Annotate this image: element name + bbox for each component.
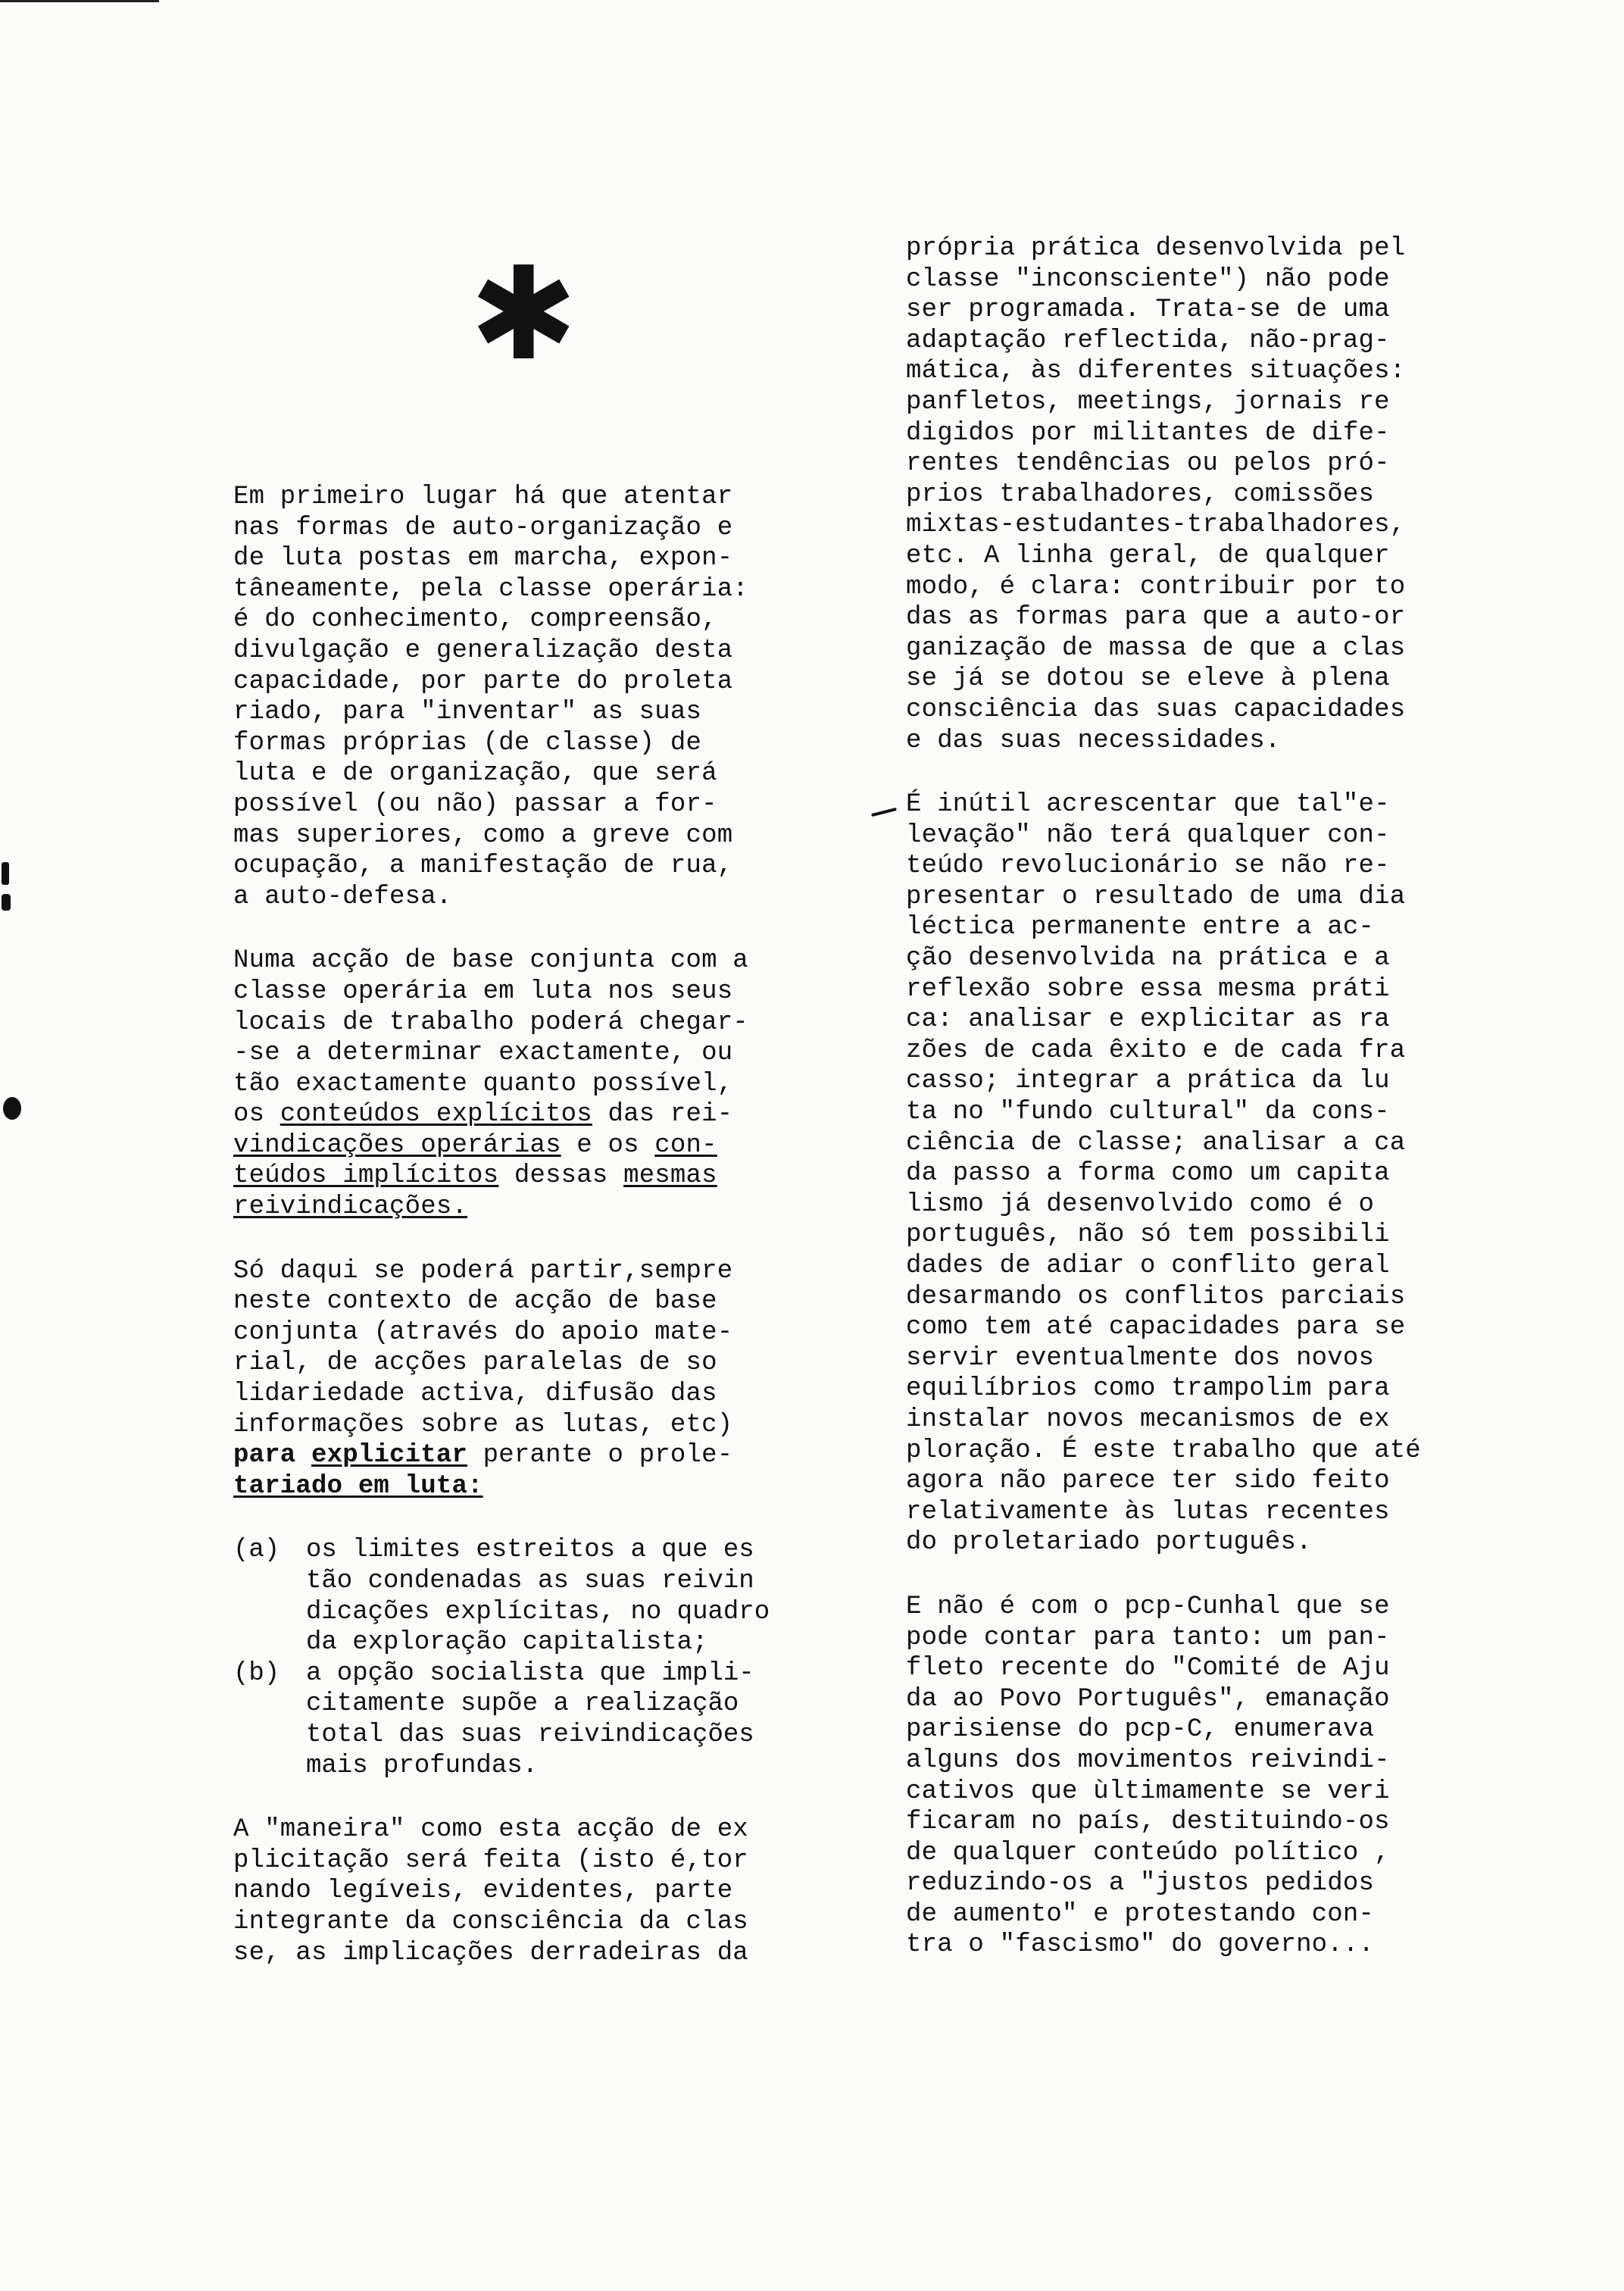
list-text: a opção socialista que impli- citamente supõe a realização total das suas reivindicações mais profundas. xyxy=(306,1658,754,1780)
text-fragment: para xyxy=(233,1441,312,1471)
list-marker: (a) xyxy=(233,1536,280,1565)
list-text: os limites estreitos a que es tão condenadas as suas reivin dicações explícitas, no quadro da exploração capitalista; xyxy=(306,1536,770,1658)
list-marker: (b) xyxy=(233,1658,280,1688)
left-paragraph-4: A "maneira" como esta acção de ex plicitação será feita (isto é,tor nando legíveis, evidentes, parte integrante da consciência da clas se, as implicações derradeiras da xyxy=(233,1815,748,1968)
list-item-a xyxy=(233,1535,862,1658)
right-paragraph-3: E não é com o pcp-Cunhal que se pode contar para tanto: um pan- fleto recente do "Comité de Aju da ao Povo Português", emanação parisiense do pcp-C, enumerava alguns dos movimentos reivindi- cativos que ùltimamente se veri ficaram no país, destituindo-os de qualquer conteúdo político , reduzindo-os a "justos pedidos de aumento" e protestando con- tra o "fascismo" do governo... xyxy=(906,1592,1390,1960)
scan-mark xyxy=(2,862,9,885)
right-paragraph-1: própria prática desenvolvida pel classe "inconsciente") não pode ser programada. Trata-se de uma adaptação reflectida, não-prag- mática, às diferentes situações: panfletos, meetings, jornais re digidos por militantes de dife- rentes tendências ou pelos pró- prios trabalhadores, comissões mixtas-estudantes-trabalhadores, etc. A linha geral, de qualquer modo, é clara: contribuir por to das as formas para que a auto-or ganização de massa de que a clas se já se dotou se eleve à plena consciência das suas capacidades e das suas necessidades. xyxy=(906,234,1406,755)
asterisk-ornament: ✱ xyxy=(470,239,578,389)
text-fragment: os xyxy=(233,1100,280,1130)
underlined-phrase: explicitar xyxy=(311,1441,468,1471)
text-fragment: das rei- xyxy=(592,1100,733,1130)
underlined-phrase: tariado em luta: xyxy=(233,1471,483,1501)
text-line: locais de trabalho poderá chegar- xyxy=(233,1008,748,1037)
underlined-phrase: vindicações operárias xyxy=(233,1130,561,1160)
left-paragraph-3 xyxy=(233,1256,862,1502)
text-line: classe operária em luta nos seus xyxy=(233,977,733,1006)
underlined-phrase: mesmas xyxy=(623,1161,717,1191)
text-fragment: perante o prole- xyxy=(467,1441,733,1471)
left-paragraph-1: Em primeiro lugar há que atentar nas formas de auto-organização e de luta postas em marcha, expon- tâneamente, pela classe operária: é do conhecimento, compreensão, divulgação e generalização desta capacidade, por parte do proleta riado, para "inventar" as suas formas próprias (de classe) de luta e de organização, que será possível (ou não) passar a for- mas superiores, como a greve com ocupação, a manifestação de rua, a auto-defesa. xyxy=(233,483,748,911)
underlined-phrase: conteúdos explícitos xyxy=(280,1100,592,1130)
right-column xyxy=(906,233,1504,1994)
underlined-phrase: con- xyxy=(654,1130,717,1160)
text-line: Numa acção de base conjunta com a xyxy=(233,946,748,976)
text-fragment: dessas xyxy=(498,1161,624,1191)
pen-mark xyxy=(871,808,897,817)
text-line: -se a determinar exactamente, ou xyxy=(233,1039,733,1068)
left-column xyxy=(233,482,862,2002)
text-fragment: e os xyxy=(561,1130,655,1160)
scan-mark xyxy=(3,1097,21,1120)
list-item-b xyxy=(233,1658,862,1781)
underlined-phrase: teúdos implícitos xyxy=(233,1161,499,1191)
left-paragraph-2 xyxy=(233,945,862,1222)
text-line: tão exactamente quanto possível, xyxy=(233,1069,733,1099)
right-paragraph-2: É inútil acrescentar que tal"e- levação" não terá qualquer con- teúdo revolucionário se não re- presentar o resultado de uma dia léctica permanente entre a ac- ção desenvolvida na prática e a reflexão sobre essa mesma práti ca: analisar e explicitar as ra zões de cada êxito e de cada fra casso; integrar a prática da lu ta no "fundo cultural" da cons- ciência de classe; analisar a ca da passo a forma como um capita lismo já desenvolvido como é o português, não só tem possibili dades de adiar o conflito geral desarmando os conflitos parciais como tem até capacidades para se servir eventualmente dos novos equilíbrios como trampolim para instalar novos mecanismos de ex ploração. É este trabalho que até agora não parece ter sido feito relativamente às lutas recentes do proletariado português. xyxy=(906,790,1421,1558)
scan-mark xyxy=(2,894,11,911)
underlined-phrase: reivindicações. xyxy=(233,1192,468,1222)
text-lines: Só daqui se poderá partir,sempre neste contexto de acção de base conjunta (através do apoio mate- rial, de acções paralelas de so lidariedade activa, difusão das informações sobre as lutas, etc) xyxy=(233,1256,733,1439)
demands-list xyxy=(233,1535,862,1781)
top-rule xyxy=(0,0,159,2)
